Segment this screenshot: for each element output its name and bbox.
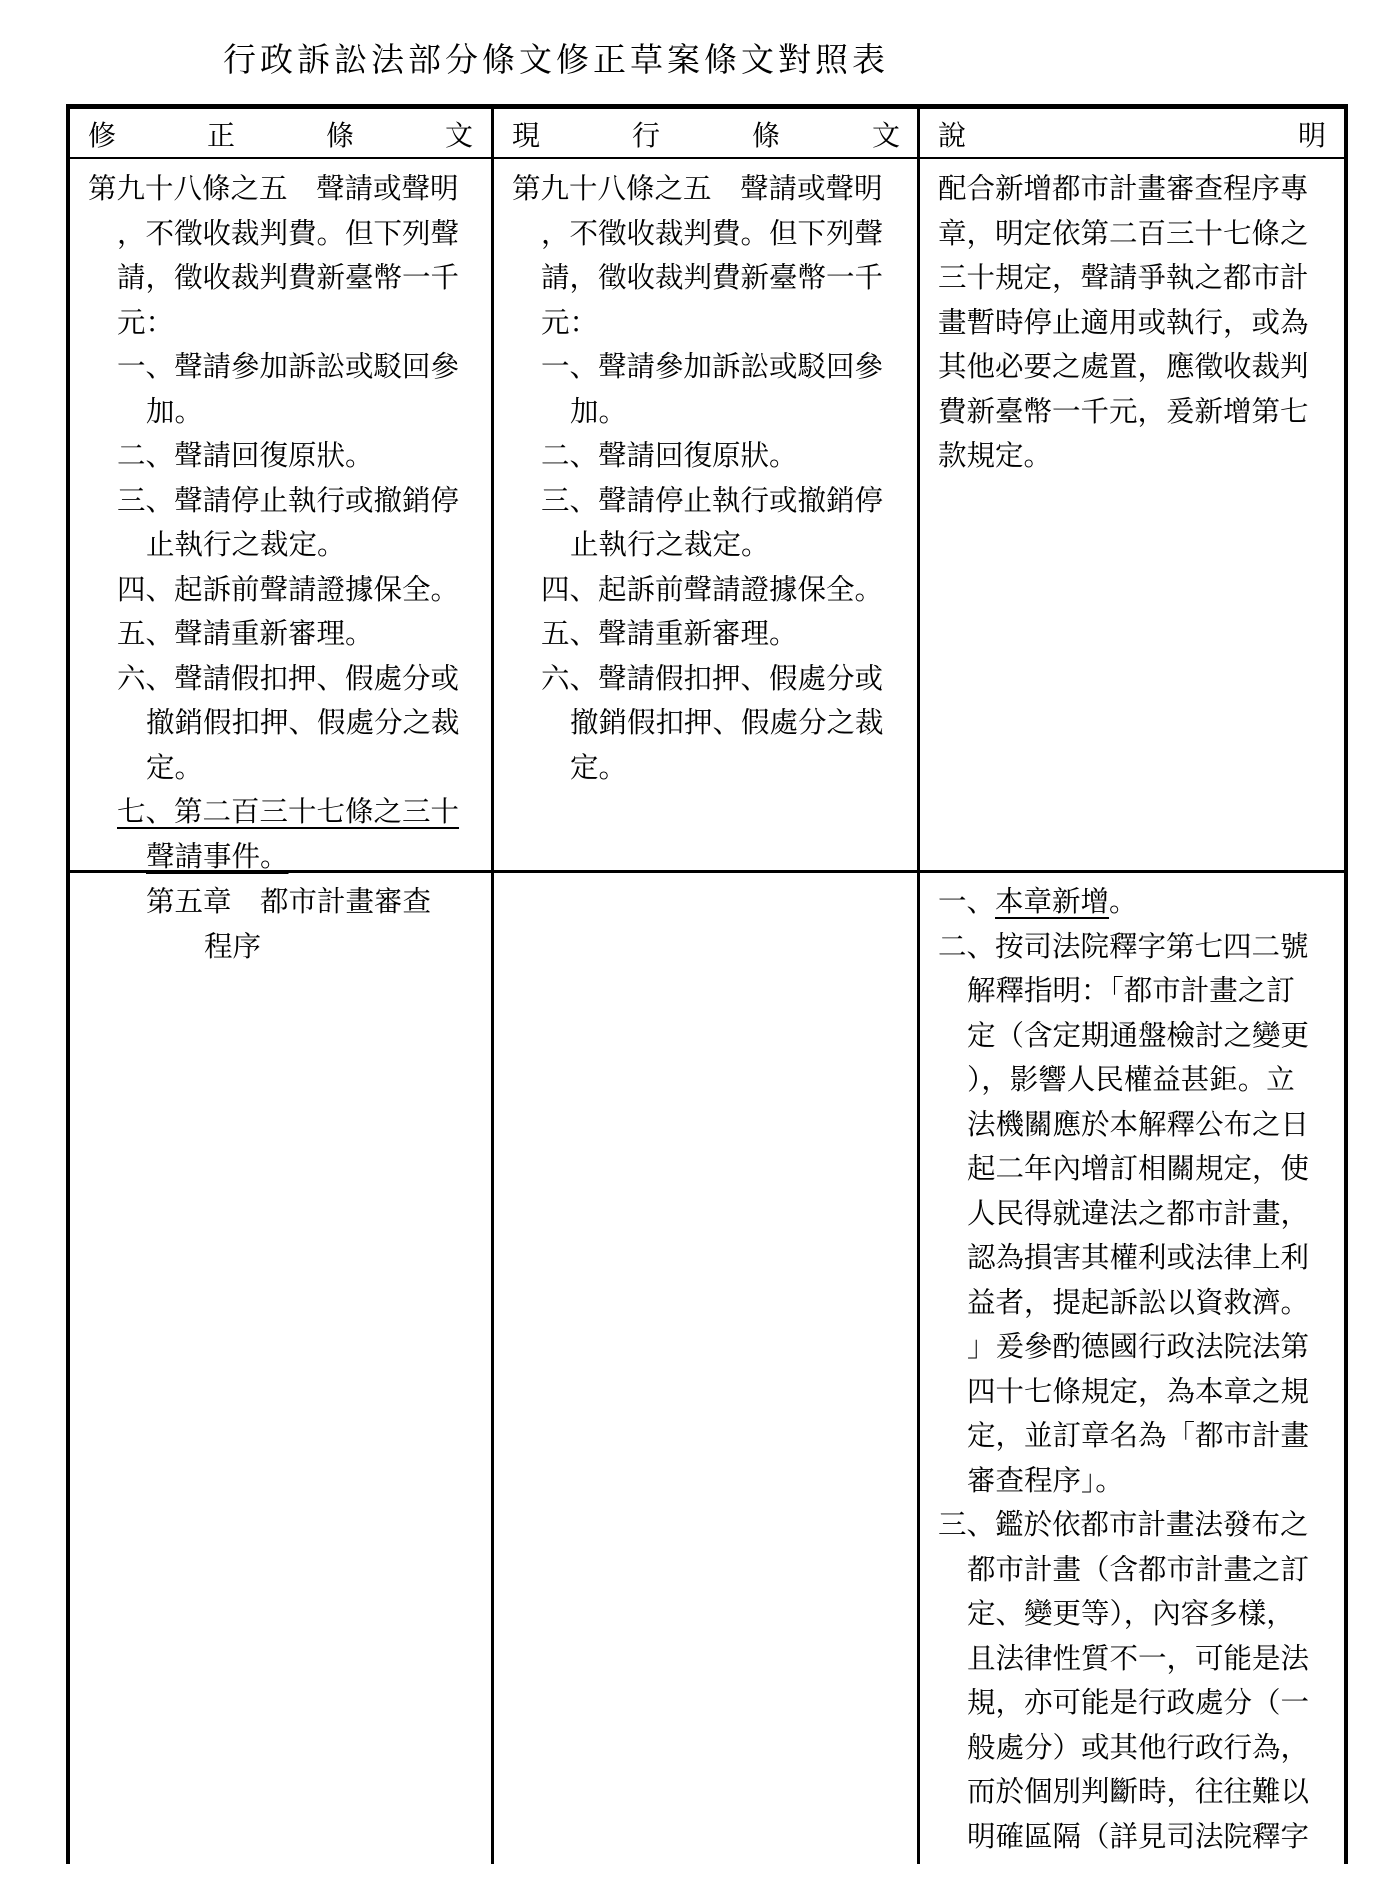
header-char: 現 bbox=[512, 119, 541, 152]
text-line: 。 bbox=[1109, 885, 1138, 918]
column-divider-2 bbox=[917, 104, 920, 1864]
text-line: 第九十八條之五 聲請或聲明 bbox=[88, 172, 459, 205]
text-line: 般處分）或其他行政行為， bbox=[967, 1730, 1310, 1764]
row1-explanation-text bbox=[938, 167, 1309, 479]
text-line: ），影響人民權益甚鉅。立 bbox=[967, 1063, 1295, 1096]
text-line: 第九十八條之五 聲請或聲明 bbox=[512, 172, 883, 205]
new-item-text: 七、第二百三十七條之三十 bbox=[117, 795, 460, 828]
header-char: 條 bbox=[751, 119, 780, 152]
text-line: 三十規定，聲請爭執之都市計 bbox=[938, 261, 1309, 294]
text-line: 認為損害其權利或法律上利 bbox=[967, 1241, 1310, 1274]
text-line: 畫暫時停止適用或執行，或為 bbox=[938, 305, 1309, 339]
text-line: 」爰參酌德國行政法院法第 bbox=[967, 1330, 1310, 1363]
text-line: 配合新增都市計畫審查程序專 bbox=[938, 172, 1309, 205]
text-line: 請，徵收裁判費新臺幣一千 bbox=[541, 261, 884, 294]
header-char: 正 bbox=[206, 119, 235, 152]
row1-amended-text bbox=[88, 167, 460, 879]
header-char: 說 bbox=[938, 119, 967, 152]
header-char: 行 bbox=[631, 119, 660, 152]
header-char: 修 bbox=[88, 119, 117, 152]
header-current bbox=[512, 114, 900, 154]
table-right-border bbox=[1344, 104, 1348, 1864]
row1-current-text bbox=[512, 167, 884, 790]
text-line: 三、聲請停止執行或撤銷停 bbox=[541, 483, 884, 517]
text-line: 一、聲請參加訴訟或駁回參 bbox=[541, 350, 884, 383]
text-line: 人民得就違法之都市計畫， bbox=[967, 1196, 1310, 1230]
text-line: 明確區隔（詳見司法院釋字 bbox=[967, 1819, 1310, 1853]
text-line: ，不徵收裁判費。但下列聲 bbox=[117, 216, 460, 250]
text-line: 六、聲請假扣押、假處分或 bbox=[117, 661, 460, 695]
text-line: 一、聲請參加訴訟或駁回參 bbox=[117, 350, 460, 383]
text-line: 五、聲請重新審理。 bbox=[541, 617, 798, 650]
text-line: 規，亦可能是行政處分（一 bbox=[967, 1686, 1310, 1719]
header-explanation bbox=[938, 114, 1326, 154]
text-line: 六、聲請假扣押、假處分或 bbox=[541, 661, 884, 695]
text-line: 撤銷假扣押、假處分之裁 bbox=[146, 706, 460, 739]
text-line: 請，徵收裁判費新臺幣一千 bbox=[117, 261, 460, 294]
text-line: 四、起訴前聲請證據保全。 bbox=[541, 572, 884, 606]
header-amended bbox=[88, 114, 473, 154]
new-chapter-note: 本章新增 bbox=[995, 885, 1110, 918]
header-char: 明 bbox=[1297, 119, 1326, 152]
text-line: 定（含定期通盤檢討之變更 bbox=[967, 1018, 1310, 1052]
table-left-border bbox=[66, 104, 70, 1864]
text-line: 而於個別判斷時，往往難以 bbox=[967, 1775, 1310, 1808]
text-line: 二、按司法院釋字第七四二號 bbox=[938, 929, 1309, 963]
document-title: 行政訴訟法部分條文修正草案條文對照表 bbox=[223, 40, 889, 79]
list-marker: 一、 bbox=[938, 885, 996, 918]
chapter-heading: 第五章 都市計畫審查 bbox=[146, 885, 432, 918]
text-line: 費新臺幣一千元，爰新增第七 bbox=[938, 394, 1309, 428]
text-line: 五、聲請重新審理。 bbox=[117, 617, 374, 650]
text-line: 法機關應於本解釋公布之日 bbox=[967, 1107, 1310, 1141]
text-line: 章，明定依第二百三十七條之 bbox=[938, 216, 1309, 250]
header-bottom-border bbox=[66, 157, 1348, 159]
chapter-heading: 程序 bbox=[204, 929, 262, 963]
row2-explanation-text bbox=[938, 880, 1309, 1859]
text-line: 四、起訴前聲請證據保全。 bbox=[117, 572, 460, 606]
text-line: 解釋指明：「都市計畫之訂 bbox=[967, 974, 1295, 1007]
text-line: 三、聲請停止執行或撤銷停 bbox=[117, 483, 460, 517]
text-line: 其他必要之處置，應徵收裁判 bbox=[938, 350, 1309, 383]
text-line: 元： bbox=[541, 305, 599, 339]
text-line: 止執行之裁定。 bbox=[570, 528, 770, 561]
text-line: 撤銷假扣押、假處分之裁 bbox=[570, 706, 884, 739]
new-item-text: 聲請事件。 bbox=[146, 839, 289, 873]
text-line: ，不徵收裁判費。但下列聲 bbox=[541, 216, 884, 250]
text-line: 起二年內增訂相關規定，使 bbox=[967, 1152, 1310, 1185]
column-divider-1 bbox=[491, 104, 494, 1864]
header-char: 文 bbox=[871, 119, 900, 152]
text-line: 都市計畫（含都市計畫之訂 bbox=[967, 1552, 1310, 1586]
text-line: 加。 bbox=[570, 394, 628, 428]
header-char: 條 bbox=[325, 119, 354, 152]
row2-amended-text bbox=[88, 880, 431, 969]
text-line: 元： bbox=[117, 305, 175, 339]
text-line: 四十七條規定，為本章之規 bbox=[967, 1374, 1310, 1408]
header-char: 文 bbox=[444, 119, 473, 152]
text-line: 加。 bbox=[146, 394, 204, 428]
text-line: 定。 bbox=[146, 750, 204, 784]
text-line: 二、聲請回復原狀。 bbox=[541, 439, 798, 472]
text-line: 且法律性質不一，可能是法 bbox=[967, 1641, 1310, 1675]
text-line: 定，並訂章名為「都市計畫 bbox=[967, 1419, 1310, 1452]
text-line: 止執行之裁定。 bbox=[146, 528, 346, 561]
text-line: 三、鑑於依都市計畫法發布之 bbox=[938, 1508, 1309, 1541]
text-line: 益者，提起訴訟以資救濟。 bbox=[967, 1285, 1310, 1319]
table-top-border bbox=[66, 104, 1348, 109]
text-line: 二、聲請回復原狀。 bbox=[117, 439, 374, 472]
text-line: 審查程序」。 bbox=[967, 1463, 1124, 1497]
text-line: 定。 bbox=[570, 750, 628, 784]
text-line: 款規定。 bbox=[938, 439, 1053, 472]
text-line: 定、變更等），內容多樣， bbox=[967, 1597, 1295, 1630]
